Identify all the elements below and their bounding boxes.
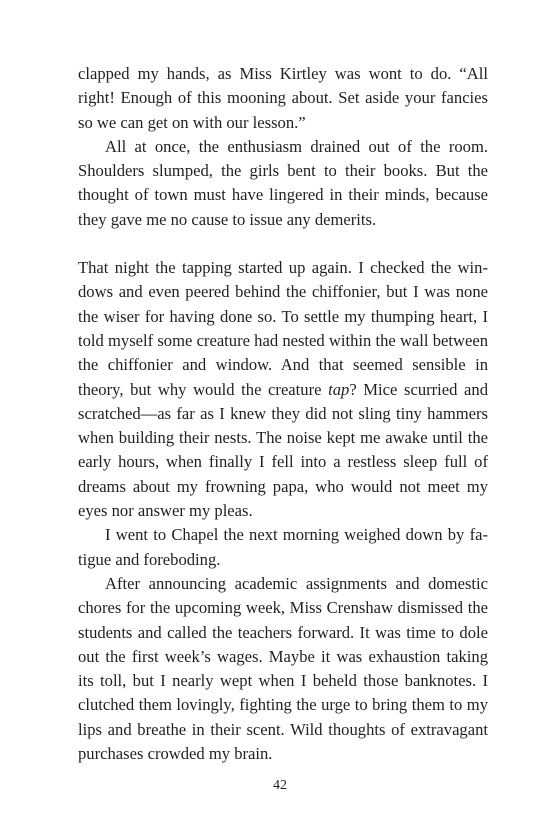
- paragraph-enthusiasm-drained: All at once, the enthusiasm drained out of the room. Shoulders slumped, the girls bent to their books. But the thought of town must have lingered in their minds, because they gave me no cause to issue any demerits.: [78, 136, 488, 229]
- section-break: [78, 232, 488, 256]
- paragraph-tapping-night: [78, 256, 488, 523]
- tapping-text-end: ? Mice scurried and scratched—as far as I knew they did not sling tiny hammers when building their nests. The noise kept me awake until the early hours, when finally I fell into a restless sleep full of dreams about my frowning papa, who would not meet my eyes nor answer my pleas.: [78, 379, 489, 521]
- paragraph-lesson-clap: clapped my hands, as Miss Kirtley was wont to do. “All right! Enough of this mooning about. Set aside your fancies so we can get on with our lesson.”: [78, 64, 488, 132]
- paragraph-wages: After announcing academic assignments and domestic chores for the upcoming week, Miss Crenshaw dismissed the students and called the teachers forward. It was time to dole out the first week’s wages. Maybe it was exhaustion taking its toll, but I nearly wept when I beheld those banknotes. I clutched them lovingly, fighting the urge to bring them to my lips and breathe in their scent. Wild thoughts of extravagant purchases crowded my brain.: [78, 573, 488, 764]
- page-number: 42: [273, 778, 287, 793]
- italic-word-tap: tap: [328, 379, 350, 399]
- tapping-text-start: That night the tapping started up again. I checked the windows and even peered behind the chiffonier, but I was none the wiser for having done so. To settle my thumping heart, I told myself some creature had nested within the wall between the chiffonier and window. And that seemed sensible in theory, but why would the creature: [78, 258, 488, 399]
- page-body: [78, 62, 488, 766]
- paragraph-chapel-morning: I went to Chapel the next morning weighed down by fatigue and foreboding.: [78, 525, 488, 569]
